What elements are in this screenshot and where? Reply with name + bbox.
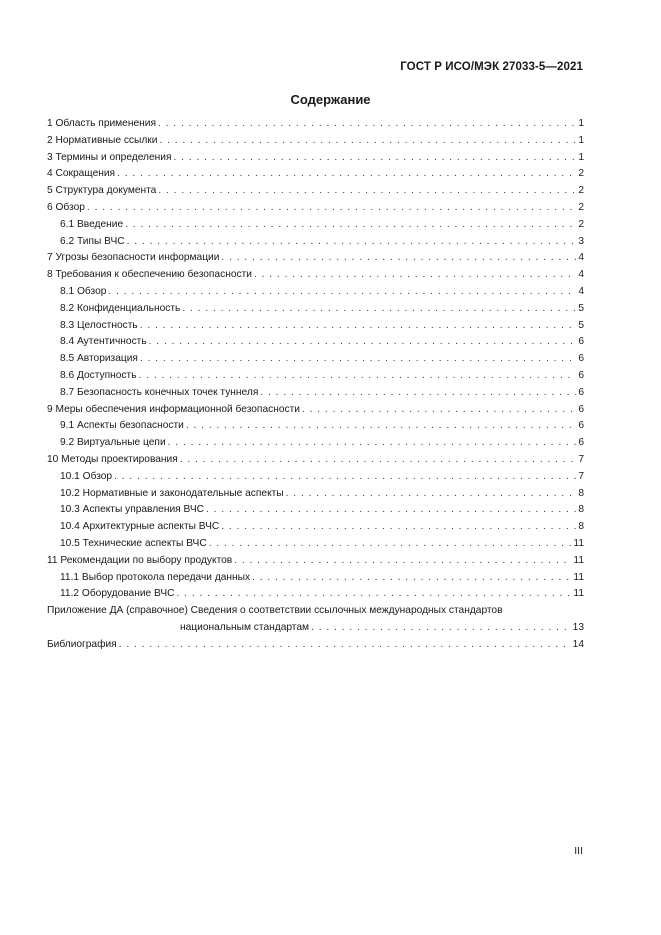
toc-entry-page: 2 xyxy=(578,185,584,197)
toc-entry[interactable] xyxy=(47,536,584,553)
toc-entry-page: 8 xyxy=(578,504,584,516)
page-number: III xyxy=(574,845,583,857)
toc-entry-label: 10 Методы проектирования xyxy=(47,453,178,465)
toc-entry[interactable] xyxy=(47,435,584,452)
toc-entry-label: 5 Структура документа xyxy=(47,185,157,197)
toc-entry-label: 11.1 Выбор протокола передачи данных xyxy=(60,571,251,583)
toc-entry-page: 7 xyxy=(578,453,584,465)
toc-entry-page: 6 xyxy=(578,437,584,449)
toc-entry[interactable] xyxy=(47,502,584,519)
toc-entry-label: 8.4 Аутентичность xyxy=(60,336,147,348)
leader-dots xyxy=(252,570,571,587)
toc-entry[interactable] xyxy=(47,586,584,603)
toc-entry-bibliography[interactable] xyxy=(47,637,584,654)
leader-dots xyxy=(302,402,576,419)
toc-entry[interactable] xyxy=(47,250,584,267)
toc-entry-page: 4 xyxy=(578,269,584,281)
leader-dots xyxy=(158,116,576,133)
toc-entry-label: 10.4 Архитектурные аспекты ВЧС xyxy=(60,521,220,533)
toc-entry-page: 11 xyxy=(573,571,584,583)
toc-entry[interactable] xyxy=(47,301,584,318)
document-header: ГОСТ Р ИСО/МЭК 27033-5—2021 xyxy=(400,61,583,73)
leader-dots xyxy=(117,166,576,183)
toc-entry-label: 10.5 Технические аспекты ВЧС xyxy=(60,537,207,549)
toc-entries xyxy=(47,116,584,603)
leader-dots xyxy=(311,620,571,637)
toc-entry[interactable] xyxy=(47,284,584,301)
annex-title-line2: национальным стандартам xyxy=(180,621,310,633)
annex-title-line2-row xyxy=(47,620,584,637)
leader-dots xyxy=(125,217,576,234)
toc-entry-label: 11 Рекомендации по выбору продуктов xyxy=(47,554,233,566)
toc-entry-label: 10.2 Нормативные и законодательные аспекты xyxy=(60,487,284,499)
leader-dots xyxy=(127,234,577,251)
toc-entry-page: 2 xyxy=(578,201,584,213)
page-title: Содержание xyxy=(290,92,371,107)
toc-entry[interactable] xyxy=(47,402,584,419)
leader-dots xyxy=(209,536,572,553)
leader-dots xyxy=(140,351,576,368)
leader-dots xyxy=(119,637,571,654)
toc-entry[interactable] xyxy=(47,183,584,200)
toc-entry[interactable] xyxy=(47,570,584,587)
toc-entry-page: 4 xyxy=(578,252,584,264)
toc-entry[interactable] xyxy=(47,116,584,133)
leader-dots xyxy=(114,469,576,486)
toc-entry-label: 2 Нормативные ссылки xyxy=(47,134,158,146)
leader-dots xyxy=(254,267,576,284)
leader-dots xyxy=(182,301,576,318)
leader-dots xyxy=(159,133,576,150)
toc-entry-annex[interactable] xyxy=(47,603,584,637)
toc-entry-page: 4 xyxy=(578,285,584,297)
toc-entry[interactable] xyxy=(47,469,584,486)
toc-entry[interactable] xyxy=(47,418,584,435)
toc-entry[interactable] xyxy=(47,553,584,570)
toc-entry-page: 11 xyxy=(573,537,584,549)
toc-entry-label: 7 Угрозы безопасности информации xyxy=(47,252,220,264)
annex-title-line1: Приложение ДА (справочное) Сведения о соответствии ссылочных международных стандартов xyxy=(47,605,503,617)
toc-entry-page: 1 xyxy=(578,118,584,129)
leader-dots xyxy=(180,452,577,469)
toc-entry-page: 1 xyxy=(578,134,584,146)
leader-dots xyxy=(177,586,572,603)
leader-dots xyxy=(234,553,571,570)
toc-entry-label: 11.2 Оборудование ВЧС xyxy=(60,588,175,600)
toc-entry[interactable] xyxy=(47,318,584,335)
toc-entry[interactable] xyxy=(47,368,584,385)
toc-entry-page: 1 xyxy=(578,151,584,163)
toc-entry-label: 8.2 Конфиденциальность xyxy=(60,302,181,314)
toc-entry-page: 11 xyxy=(573,554,584,566)
toc-entry-label: 10.1 Обзор xyxy=(60,470,113,482)
toc-entry-page: 6 xyxy=(578,420,584,432)
toc-entry-page: 6 xyxy=(578,386,584,398)
leader-dots xyxy=(286,486,577,503)
toc-entry[interactable] xyxy=(47,486,584,503)
toc-entry-page: 6 xyxy=(578,403,584,415)
toc-entry[interactable] xyxy=(47,133,584,150)
toc-entry-page: 6 xyxy=(578,353,584,365)
toc-entry-page: 6 xyxy=(578,369,584,381)
toc-entry[interactable] xyxy=(47,519,584,536)
toc-entry-label: 8 Требования к обеспечению безопасности xyxy=(47,269,252,281)
leader-dots xyxy=(108,284,576,301)
toc-entry[interactable] xyxy=(47,385,584,402)
toc-entry-page: 7 xyxy=(578,470,584,482)
leader-dots xyxy=(260,385,576,402)
table-of-contents xyxy=(47,116,584,654)
leader-dots xyxy=(186,418,576,435)
toc-entry[interactable] xyxy=(47,217,584,234)
leader-dots xyxy=(173,150,576,167)
toc-entry-page: 5 xyxy=(578,319,584,331)
bibliography-label: Библиография xyxy=(47,638,117,650)
leader-dots xyxy=(149,334,577,351)
leader-dots xyxy=(168,435,577,452)
toc-entry-page: 3 xyxy=(578,235,584,247)
toc-entry-page: 8 xyxy=(578,521,584,533)
toc-entry-page: 6 xyxy=(578,336,584,348)
toc-entry[interactable] xyxy=(47,334,584,351)
toc-entry-label: 6 Обзор xyxy=(47,201,85,213)
toc-entry-label: 10.3 Аспекты управления ВЧС xyxy=(60,504,204,516)
toc-entry[interactable] xyxy=(47,166,584,183)
leader-dots xyxy=(140,318,577,335)
toc-entry-label: 8.3 Целостность xyxy=(60,319,138,331)
toc-entry[interactable] xyxy=(47,150,584,167)
toc-entry-label: 9.2 Виртуальные цепи xyxy=(60,437,166,449)
toc-entry-page: 2 xyxy=(578,168,584,180)
leader-dots xyxy=(158,183,576,200)
toc-entry-label: 3 Термины и определения xyxy=(47,151,172,163)
toc-entry-label: 1 Область применения xyxy=(47,118,156,129)
toc-entry-label: 8.6 Доступность xyxy=(60,369,137,381)
toc-entry-label: 8.5 Авторизация xyxy=(60,353,138,365)
toc-entry-label: 9 Меры обеспечения информационной безопасности xyxy=(47,403,300,415)
toc-entry-label: 4 Сокращения xyxy=(47,168,116,180)
leader-dots xyxy=(206,502,576,519)
toc-entry-label: 6.1 Введение xyxy=(60,218,124,230)
leader-dots xyxy=(87,200,576,217)
toc-entry[interactable] xyxy=(47,200,584,217)
toc-entry[interactable] xyxy=(47,234,584,251)
annex-page-number: 13 xyxy=(572,621,584,633)
toc-entry-label: 6.2 Типы ВЧС xyxy=(60,235,125,247)
toc-entry-label: 8.7 Безопасность конечных точек туннеля xyxy=(60,386,259,398)
leader-dots xyxy=(221,519,576,536)
toc-entry-page: 8 xyxy=(578,487,584,499)
leader-dots xyxy=(221,250,576,267)
leader-dots xyxy=(139,368,577,385)
toc-entry-page: 5 xyxy=(578,302,584,314)
toc-entry[interactable] xyxy=(47,452,584,469)
toc-entry[interactable] xyxy=(47,351,584,368)
toc-entry-label: 8.1 Обзор xyxy=(60,285,107,297)
toc-entry-page: 2 xyxy=(578,218,584,230)
toc-entry[interactable] xyxy=(47,267,584,284)
bibliography-page-number: 14 xyxy=(572,638,584,650)
toc-entry-label: 9.1 Аспекты безопасности xyxy=(60,420,184,432)
toc-entry-page: 11 xyxy=(573,588,584,600)
